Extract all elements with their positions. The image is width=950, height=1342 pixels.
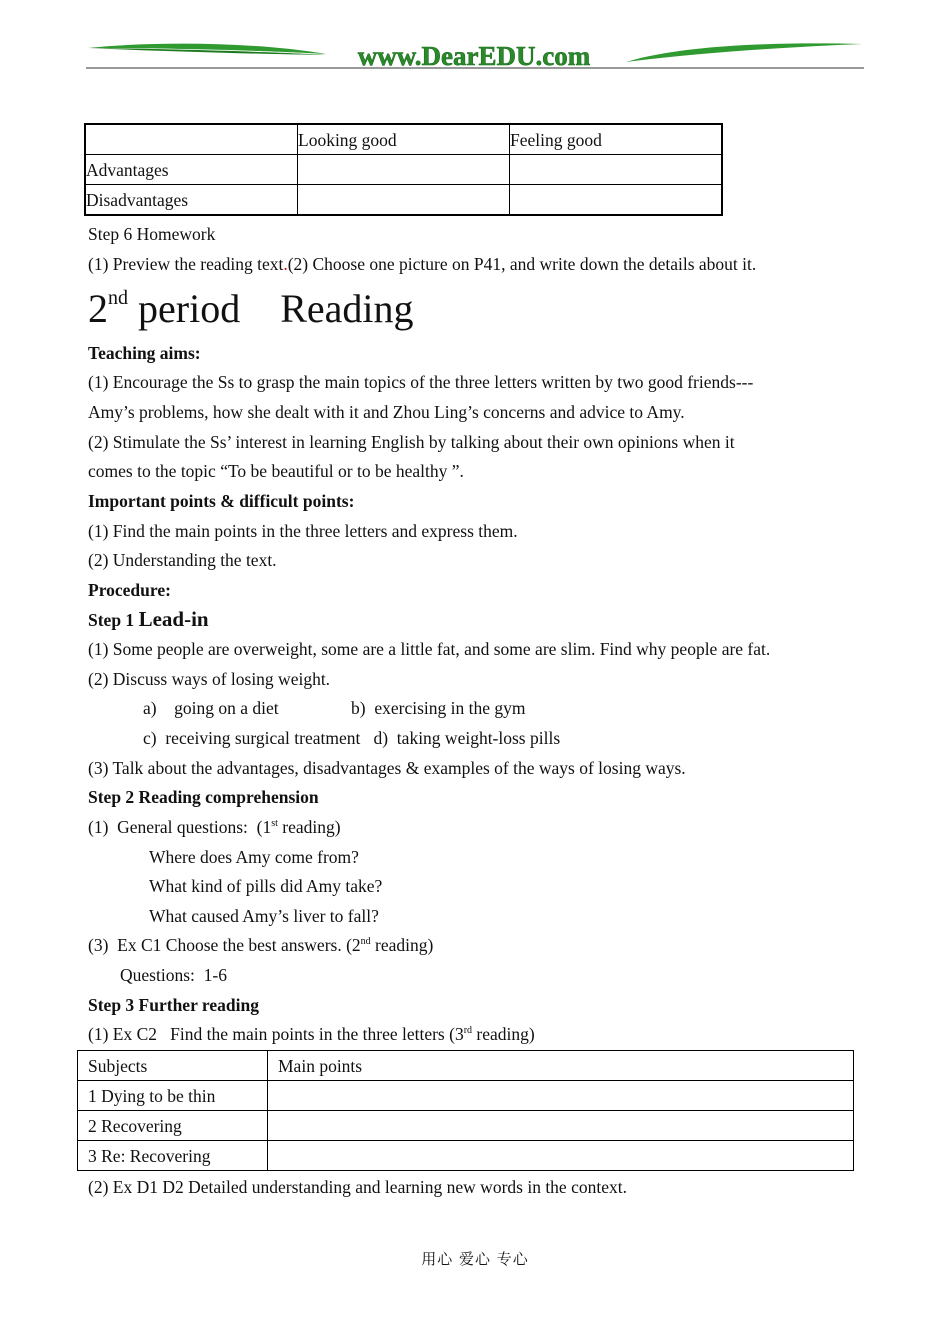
step1-heading <box>88 608 209 631</box>
step1-label: Step 1 <box>88 610 135 630</box>
step3-sup: rd <box>463 1025 473 1036</box>
table-row-label: Advantages <box>85 155 298 185</box>
step3-intro: (1) Ex C2 Find the main points in the three letters (3 <box>88 1024 464 1044</box>
table-cell <box>298 155 510 185</box>
period-suffix: nd <box>108 287 128 309</box>
step2-general-questions <box>88 816 341 838</box>
homework-red-dot: . <box>283 254 288 274</box>
table-cell <box>268 1081 854 1111</box>
points-heading: Important points & difficult points: <box>88 491 355 511</box>
exercise-end: reading) <box>370 935 434 955</box>
period-rest: period Reading <box>128 286 414 331</box>
table-cell <box>268 1111 854 1141</box>
question-item: What caused Amy’s liver to fall? <box>149 906 379 926</box>
period-number: 2 <box>88 286 108 331</box>
table-row <box>78 1141 854 1171</box>
table-row <box>85 155 722 185</box>
table-header-cell: Main points <box>268 1051 854 1081</box>
page-footer: 用心 爱心 专心 <box>421 1250 529 1268</box>
right-swoosh <box>626 43 862 62</box>
table-header-cell: Looking good <box>298 124 510 155</box>
step3-end: reading) <box>472 1024 535 1044</box>
aims-line: (2) Stimulate the Ss’ interest in learning English by talking about their own opinions when it <box>88 432 735 452</box>
table-header-cell: Subjects <box>78 1051 268 1081</box>
step3-line2: (2) Ex D1 D2 Detailed understanding and learning new words in the context. <box>88 1177 627 1197</box>
exercise-questions: Questions: 1-6 <box>120 965 227 985</box>
aims-line: comes to the topic “To be beautiful or to be healthy ”. <box>88 461 464 481</box>
table-row <box>78 1051 854 1081</box>
step1-line: (1) Some people are overweight, some are a little fat, and some are slim. Find why people are fat. <box>88 639 771 659</box>
question-item: Where does Amy come from? <box>149 847 359 867</box>
table-row <box>85 185 722 216</box>
table-cell <box>510 155 723 185</box>
procedure-heading: Procedure: <box>88 580 171 600</box>
step1-line: (3) Talk about the advantages, disadvantages & examples of the ways of losing ways. <box>88 758 686 778</box>
step1-option-b: b) exercising in the gym <box>351 698 526 718</box>
table-cell <box>268 1141 854 1171</box>
step1-title: Lead-in <box>138 607 209 631</box>
aims-line: Amy’s problems, how she dealt with it and Zhou Ling’s concerns and advice to Amy. <box>88 402 685 422</box>
general-q-end: reading) <box>277 817 341 837</box>
site-logo[interactable]: www.DearEDU.com <box>357 41 591 70</box>
aims-line: (1) Encourage the Ss to grasp the main topics of the three letters written by two good friends--- <box>88 372 754 392</box>
table-row-label: 3 Re: Recovering <box>78 1141 268 1171</box>
header-banner <box>86 40 864 70</box>
exercise-sup: nd <box>360 936 371 947</box>
aims-heading: Teaching aims: <box>88 343 201 363</box>
table-header-cell: Feeling good <box>510 124 723 155</box>
table-row <box>85 124 722 155</box>
table-cell <box>85 124 298 155</box>
step2-exercise <box>88 934 433 956</box>
step3-heading: Step 3 Further reading <box>88 995 259 1015</box>
exercise-intro: (3) Ex C1 Choose the best answers. (2 <box>88 935 361 955</box>
general-q-sup: st <box>271 818 278 829</box>
table-cell <box>298 185 510 216</box>
homework-part-a: (1) Preview the reading text <box>88 254 284 274</box>
step3-line1 <box>88 1023 535 1045</box>
step6-title: Step 6 Homework <box>88 224 216 244</box>
table-row-label: 1 Dying to be thin <box>78 1081 268 1111</box>
table-row <box>78 1111 854 1141</box>
question-item: What kind of pills did Amy take? <box>149 876 383 896</box>
step1-option-cd: c) receiving surgical treatment d) taking weight-loss pills <box>143 728 561 748</box>
step1-option-a: a) going on a diet <box>143 698 279 718</box>
table-row <box>78 1081 854 1111</box>
period-title <box>88 287 414 331</box>
step2-heading: Step 2 Reading comprehension <box>88 787 319 807</box>
points-item: (2) Understanding the text. <box>88 550 277 570</box>
main-points-table <box>77 1050 854 1171</box>
table-cell <box>510 185 723 216</box>
table-row-label: 2 Recovering <box>78 1111 268 1141</box>
banner-graphic <box>86 40 864 70</box>
table-row-label: Disadvantages <box>85 185 298 216</box>
looking-feeling-table <box>84 123 723 216</box>
points-item: (1) Find the main points in the three letters and express them. <box>88 521 518 541</box>
general-q-intro: (1) General questions: (1 <box>88 817 272 837</box>
homework-part-b: (2) Choose one picture on P41, and write down the details about it. <box>287 254 757 274</box>
step6-homework-line <box>88 253 756 275</box>
step1-line: (2) Discuss ways of losing weight. <box>88 669 331 689</box>
